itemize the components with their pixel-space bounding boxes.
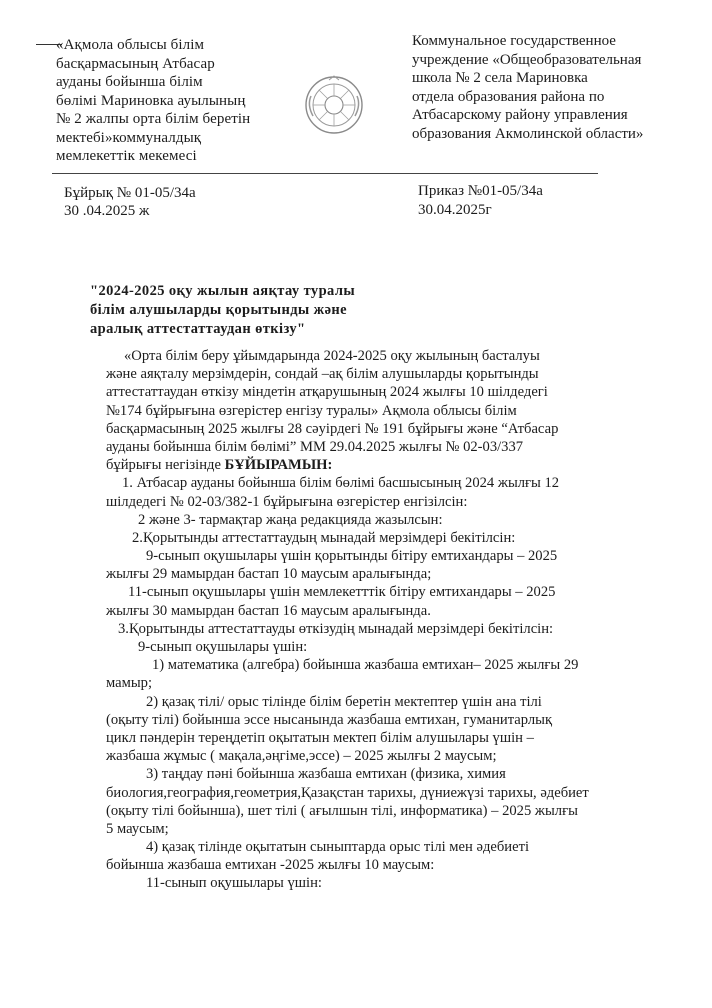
header-left-line: № 2 жалпы орта білім беретін bbox=[56, 111, 251, 127]
body-line-text: аттестаттаудан өткізу міндетін атқарушының 2024 жылғы 10 шілдедегі bbox=[106, 384, 548, 401]
body-line bbox=[106, 402, 666, 420]
body-line-text: цикл пәндерін тереңдетіп оқытатын мектеп білім алушылары үшін – bbox=[106, 729, 534, 746]
body-line bbox=[106, 874, 666, 892]
header-right-line: школа № 2 села Мариновка bbox=[412, 70, 588, 86]
body-line-text: жазбаша жұмыс ( мақала,әңгіме,эссе) – 2025 жылғы 2 маусым; bbox=[106, 748, 497, 765]
body-line-text: бойынша жазбаша емтихан -2025 жылғы 10 маусым: bbox=[106, 857, 435, 874]
header-right-line: Коммунальное государственное bbox=[412, 33, 616, 49]
title-line: "2024-2025 оқу жылын аяқтау туралы bbox=[90, 283, 356, 299]
body-line-text: шілдедегі № 02-03/382-1 бұйрығына өзгерістер енгізілсін: bbox=[106, 493, 468, 510]
order-number-russian: Приказ №01-05/34а bbox=[418, 183, 543, 199]
body-line-text: 2 және 3- тармақтар жаңа редакцияда жазылсын: bbox=[138, 511, 443, 528]
body-line bbox=[106, 838, 666, 856]
body-line-text: 5 маусым; bbox=[106, 820, 169, 837]
body-line bbox=[106, 602, 666, 620]
body-line bbox=[106, 474, 666, 492]
body-line bbox=[106, 583, 666, 601]
body-line-text: 9-сынып оқушылары үшін: bbox=[138, 639, 308, 655]
body-line bbox=[106, 693, 666, 711]
body-line-text: №174 бұйрығына өзгерістер енгізу туралы» Ақмола облысы білім bbox=[106, 402, 517, 419]
body-line bbox=[106, 365, 666, 383]
body-line bbox=[106, 711, 666, 729]
body-line bbox=[106, 802, 666, 820]
body-line-text: (оқыту тілі бойынша), шет тілі ( ағылшын тілі, информатика) – 2025 жылғы bbox=[106, 802, 578, 819]
order-number-kazakh: Бұйрық № 01-05/34а bbox=[64, 185, 196, 201]
order-date-kazakh: 30 .04.2025 ж bbox=[64, 203, 150, 219]
body-line bbox=[106, 438, 666, 456]
body-line-text: бұйрығы негізінде bbox=[106, 457, 225, 474]
header-left-line: ауданы бойынша білім bbox=[56, 74, 203, 90]
body-line bbox=[106, 856, 666, 874]
body-line bbox=[106, 674, 666, 692]
body-line-text: басқармасының 2025 жылғы 28 сәуірдегі № 191 бұйрығы және “Атбасар bbox=[106, 420, 559, 437]
body-line-text: мамыр; bbox=[106, 675, 153, 692]
body-line-text: 11-сынып оқушылары үшін: bbox=[146, 875, 322, 892]
body-line bbox=[106, 511, 666, 529]
body-line bbox=[106, 820, 666, 838]
body-line bbox=[106, 547, 666, 565]
header-left-line: мектебі»коммуналдық bbox=[56, 129, 202, 146]
body-line-text: жылғы 30 мамырдан бастап 16 маусым аралығында. bbox=[106, 602, 431, 619]
body-line bbox=[106, 747, 666, 765]
body-line bbox=[106, 620, 666, 638]
order-date-russian: 30.04.2025г bbox=[418, 202, 492, 218]
order-russian bbox=[418, 182, 543, 220]
body-line-text: жылғы 29 мамырдан бастап 10 маусым аралығында; bbox=[106, 566, 432, 583]
header-left-line: «Ақмола облысы білім bbox=[56, 37, 205, 53]
body-line bbox=[106, 456, 666, 474]
body-line-text: 1. Атбасар ауданы бойынша білім бөлімі басшысының 2024 жылғы 12 bbox=[122, 475, 560, 492]
body-line bbox=[106, 765, 666, 783]
header-left-kazakh bbox=[56, 36, 296, 166]
header-right-line: отдела образования района по bbox=[412, 88, 605, 105]
body-line-text: 3) таңдау пәні бойынша жазбаша емтихан (физика, химия bbox=[146, 766, 506, 783]
body-line bbox=[106, 638, 666, 656]
body-line-text: (оқыту тілі) бойынша эссе нысанында жазбаша емтихан, гуманитарлық bbox=[106, 711, 553, 728]
body-line bbox=[106, 565, 666, 583]
body-line-text: ауданы бойынша білім бөлімі” ММ 29.04.2025 жылғы № 02-03/337 bbox=[106, 438, 524, 455]
body-line bbox=[106, 420, 666, 438]
header-right-line: Атбасарскому району управления bbox=[412, 107, 628, 123]
kazakhstan-state-emblem-icon bbox=[303, 74, 365, 136]
body-line-text: 2.Қорытынды аттестаттаудың мынадай мерзімдері бекітілсін: bbox=[132, 529, 516, 546]
body-line bbox=[106, 347, 666, 365]
body-line-text: биология,география,геометрия,Қазақстан тарихы, дүниежүзі тарихы, әдебиет bbox=[106, 784, 589, 801]
body-line-text: 9-сынып оқушылары үшін қорытынды бітіру емтихандары – 2025 bbox=[146, 548, 558, 565]
body-line bbox=[106, 784, 666, 802]
body-line-text: 1) математика (алгебра) бойынша жазбаша емтихан– 2025 жылғы 29 bbox=[152, 657, 579, 674]
header-left-line: бөлімі Мариновка ауылының bbox=[56, 92, 246, 109]
body-line-text: «Орта білім беру ұйымдарында 2024-2025 оқу жылының басталуы bbox=[124, 348, 540, 364]
body-line-text: 11-сынып оқушылары үшін мемлекетттік бітіру емтихандары – 2025 bbox=[128, 584, 556, 601]
title-line: білім алушыларды қорытынды және bbox=[90, 302, 348, 318]
order-kazakh bbox=[64, 184, 196, 220]
body-line-text: және аяқталу мерзімдерін, сондай –ақ білім алушыларды қорытынды bbox=[106, 366, 539, 383]
body-line-text: 4) қазақ тілінде оқытатын сыныптарда орыс тілі мен әдебиеті bbox=[146, 839, 530, 856]
body-line bbox=[106, 383, 666, 401]
body-line bbox=[106, 729, 666, 747]
header-left-line: мемлекеттік мекемесі bbox=[56, 148, 197, 164]
header-right-line: учреждение «Общеобразовательная bbox=[412, 51, 642, 68]
title-line: аралық аттестаттаудан өткізу" bbox=[90, 321, 306, 337]
body-line bbox=[106, 529, 666, 547]
header-divider bbox=[52, 173, 598, 174]
header-right-line: образования Акмолинской области» bbox=[412, 125, 644, 142]
body-line bbox=[106, 656, 666, 674]
header-right-russian bbox=[412, 32, 702, 143]
body-line-text: 2) қазақ тілі/ орыс тілінде білім беретін мектептер үшін ана тілі bbox=[146, 693, 542, 710]
body-line-bold: БҰЙЫРАМЫН: bbox=[224, 457, 333, 474]
header-left-line: басқармасының Атбасар bbox=[56, 55, 215, 72]
document-title bbox=[90, 282, 410, 339]
body-line-text: 3.Қорытынды аттестаттауды өткізудің мынадай мерзімдері бекітілсін: bbox=[118, 620, 554, 637]
body-line bbox=[106, 493, 666, 511]
document-body bbox=[106, 347, 666, 893]
